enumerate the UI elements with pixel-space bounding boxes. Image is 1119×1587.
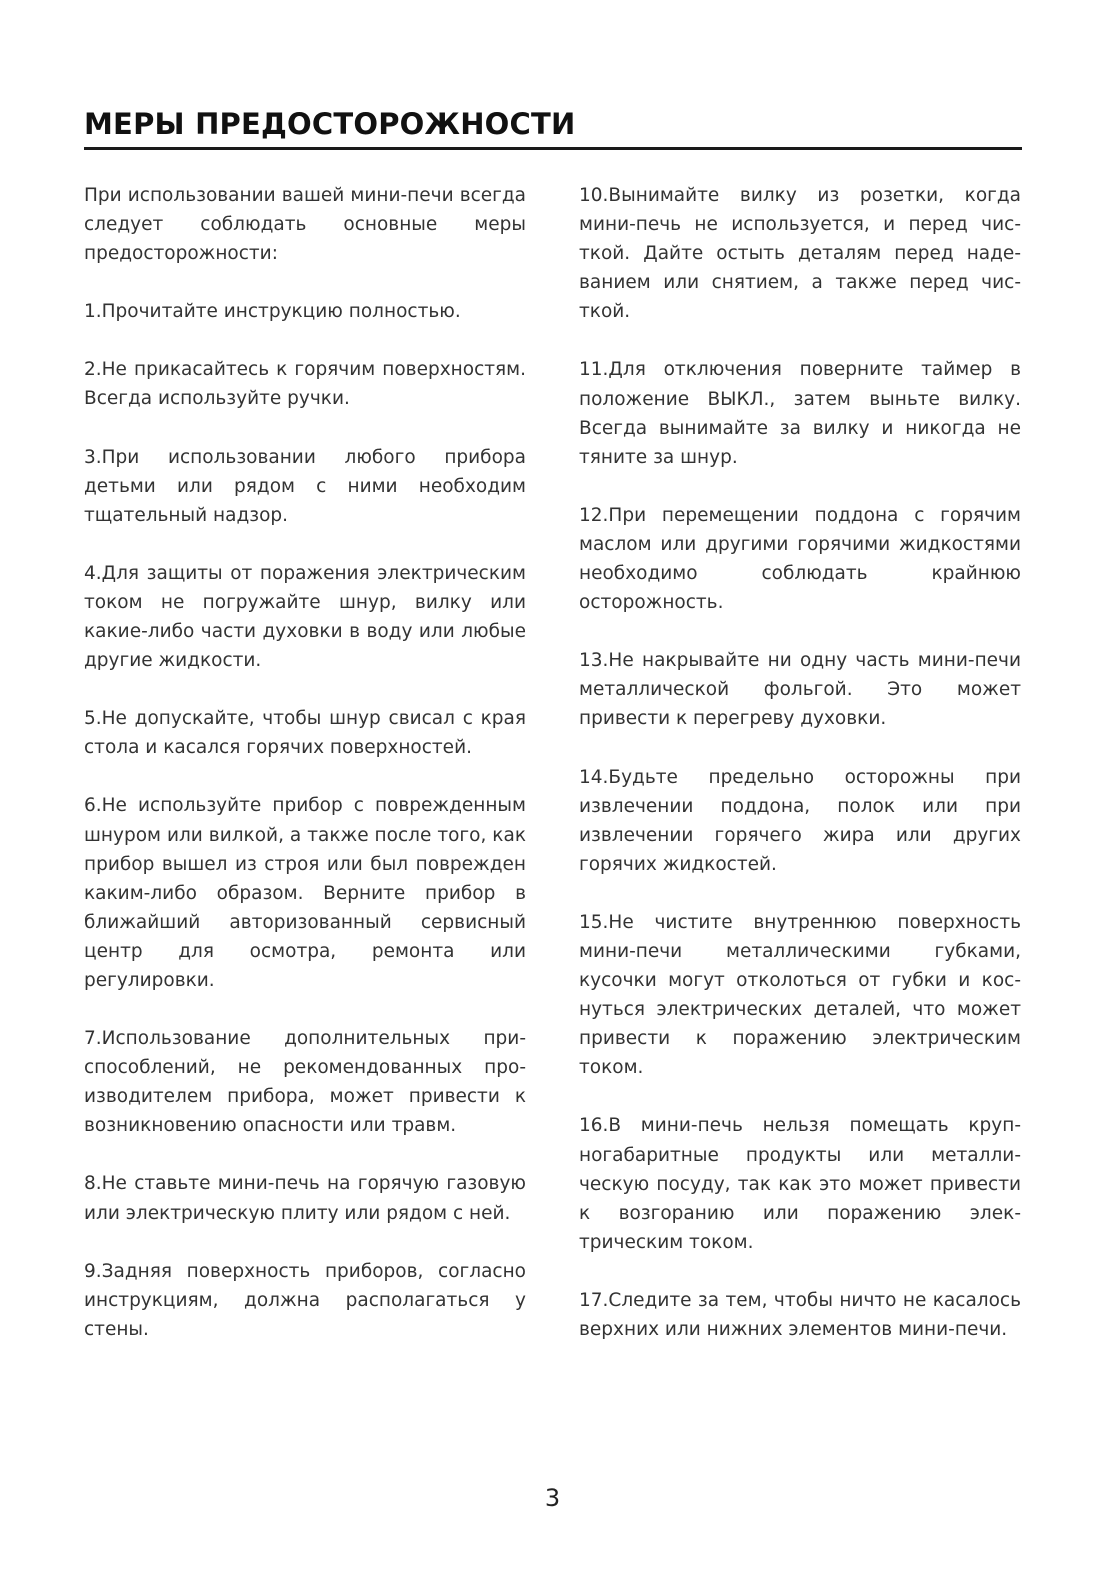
precaution-item-15: 15.Не чистите внутреннюю поверхность мини-печи металлическими губками, кусочки могут отколоться от губки и коснуться электрических деталей, что может привести к поражению электрическим током.	[579, 911, 1021, 1079]
left-column	[84, 181, 526, 1373]
precaution-item-12: 12.При перемещении поддона с горячим маслом или другими горячими жидкостями необходимо соблюдать крайнюю осторожность.	[579, 504, 1021, 614]
page-number: 3	[544, 1484, 561, 1512]
page-title: МЕРЫ ПРЕДОСТОРОЖНОСТИ	[84, 107, 576, 141]
precaution-item-1: 1.Прочитайте инструкцию полностью.	[84, 301, 461, 323]
precaution-item-8: 8.Не ставьте мини-печь на горячую газовую или электрическую плиту или рядом с ней.	[84, 1173, 526, 1224]
intro-paragraph: При использовании вашей мини-печи всегда следует соблюдать основные меры предосторожности:	[84, 185, 526, 265]
precaution-item-14: 14.Будьте предельно осторожны при извлечении поддона, полок или при извлечении горячего жира или других горячих жидкостей.	[579, 766, 1021, 875]
precaution-item-5: 5.Не допускайте, чтобы шнур свисал с края стола и касался горячих поверхностей.	[84, 708, 526, 759]
precaution-item-2: 2.Не прикасайтесь к горячим поверхностям. Всегда используйте ручки.	[84, 359, 526, 410]
right-column	[579, 181, 1021, 1373]
precaution-item-16: 16.В мини-печь нельзя помещать крупногабаритные продукты или металлическую посуду, так как это может привести к возгоранию или поражению электрическим током.	[579, 1115, 1021, 1253]
precaution-item-7: 7.Использование дополнительных приспособлений, не рекомендованных производителем прибора, может привести к возникновению опасности или травм.	[84, 1028, 526, 1137]
precaution-item-13: 13.Не накрывайте ни одну часть мини-печи металлической фольгой. Это может привести к перегреву духовки.	[579, 650, 1021, 730]
precaution-item-10: 10.Вынимайте вилку из розетки, когда мини-печь не используется, и перед чисткой. Дайте остыть деталям перед надеванием или снятием, а также перед чисткой.	[579, 185, 1021, 323]
precaution-item-17: 17.Следите за тем, чтобы ничто не касалось верхних или нижних элементов мини-печи.	[579, 1289, 1021, 1340]
precaution-item-9: 9.Задняя поверхность приборов, согласно инструкциям, должна располагаться у стены.	[84, 1260, 526, 1340]
precaution-item-4: 4.Для защиты от поражения электрическим током не погружайте шнур, вилку или какие-либо части духовки в воду или любые другие жидкости.	[84, 562, 526, 672]
precaution-item-3: 3.При использовании любого прибора детьми или рядом с ними необходим тщательный надзор.	[84, 446, 526, 526]
precaution-item-11: 11.Для отключения поверните таймер в положение ВЫКЛ., затем выньте вилку. Всегда вынимайте за вилку и никогда не тяните за шнур.	[579, 359, 1021, 468]
precaution-item-6: 6.Не используйте прибор с поврежденным шнуром или вилкой, а также после того, как прибор вышел из строя или был поврежден каким-либо образом. Верните прибор в ближайший авторизованный сервисный центр для осмотра, ремонта или регулировки.	[84, 795, 526, 991]
title-divider	[84, 147, 1022, 150]
